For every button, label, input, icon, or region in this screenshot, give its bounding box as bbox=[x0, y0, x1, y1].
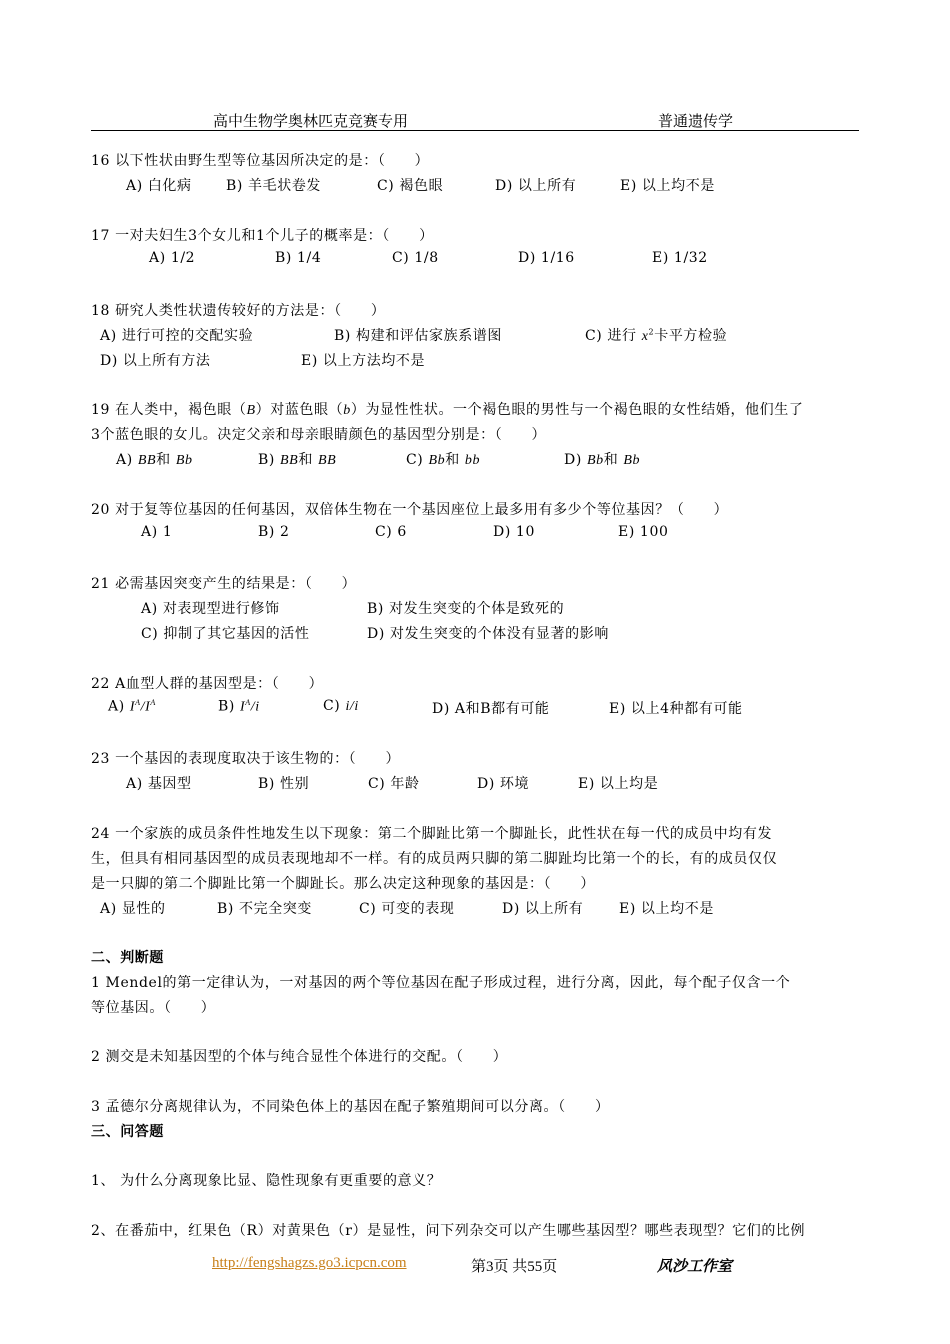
question-24-option-c: C) 可变的表现 bbox=[359, 901, 455, 917]
question-22-option-d: D) A和B都有可能 bbox=[432, 701, 550, 717]
question-20-option-c: C) 6 bbox=[375, 524, 407, 540]
question-24-option-e: E) 以上均不是 bbox=[619, 901, 714, 917]
question-23-option-c: C) 年龄 bbox=[368, 776, 420, 792]
essay-question-1: 1、 为什么分离现象比显、隐性现象有更重要的意义？ bbox=[91, 1173, 442, 1189]
question-19-stem-line1: 19 在人类中，褐色眼（B）对蓝色眼（b）为显性性状。一个褐色眼的男性与一个褐色眼的女性结婚，他们生了 bbox=[91, 402, 804, 418]
judgement-1-line2: 等位基因。（ ） bbox=[91, 1000, 216, 1016]
question-19-option-d: D) Bb和 Bb bbox=[564, 452, 641, 468]
question-18-stem: 18 研究人类性状遗传较好的方法是：（ ） bbox=[91, 303, 386, 319]
question-24-option-d: D) 以上所有 bbox=[502, 901, 584, 917]
question-22-stem: 22 A血型人群的基因型是：（ ） bbox=[91, 676, 324, 692]
question-22-option-b: B) $I^A/i$ bbox=[218, 698, 260, 715]
question-16-stem: 16 以下性状由野生型等位基因所决定的是：（ ） bbox=[91, 153, 430, 169]
question-23-stem: 23 一个基因的表现度取决于该生物的：（ ） bbox=[91, 751, 401, 767]
question-21-option-d: D) 对发生突变的个体没有显著的影响 bbox=[367, 626, 609, 642]
question-19-stem-line2: 3个蓝色眼的女儿。决定父亲和母亲眼睛颜色的基因型分别是：（ ） bbox=[91, 427, 547, 443]
question-17-option-c: C) 1/8 bbox=[392, 250, 439, 266]
question-18-option-b: B) 构建和评估家族系谱图 bbox=[334, 328, 502, 344]
section-2-title: 二、判断题 bbox=[91, 950, 164, 966]
question-18-option-a: A) 进行可控的交配实验 bbox=[100, 328, 254, 344]
question-16-option-c: C) 褐色眼 bbox=[377, 178, 444, 194]
question-17-option-e: E) 1/32 bbox=[652, 250, 708, 266]
question-23-option-b: B) 性别 bbox=[258, 776, 310, 792]
question-18-option-c: C) 进行 $x^2$卡平方检验 bbox=[585, 327, 728, 344]
footer-page-number: 第3页 共55页 bbox=[471, 1259, 558, 1275]
question-16-option-d: D) 以上所有 bbox=[495, 178, 577, 194]
header-subject: 普通遗传学 bbox=[658, 112, 734, 130]
section-3-title: 三、问答题 bbox=[91, 1124, 164, 1140]
question-19-option-a: A) BB和 Bb bbox=[116, 452, 193, 468]
question-23-option-d: D) 环境 bbox=[477, 776, 530, 792]
question-18-option-d: D) 以上所有方法 bbox=[100, 353, 211, 369]
question-19-option-b: B) BB和 BB bbox=[258, 452, 337, 468]
question-24-stem-line2: 生，但具有相同基因型的成员表现地却不一样。有的成员两只脚的第二脚趾均比第一个的长，有的成员仅仅 bbox=[91, 851, 778, 867]
question-16-option-a: A) 白化病 bbox=[126, 178, 192, 194]
question-20-option-e: E) 100 bbox=[618, 524, 669, 540]
header-title: 高中生物学奥林匹克竞赛专用 bbox=[213, 112, 409, 130]
essay-question-2: 2、在番茄中，红果色（R）对黄果色（r）是显性，问下列杂交可以产生哪些基因型？哪些表现型？它们的比例 bbox=[91, 1223, 806, 1239]
question-17-stem: 17 一对夫妇生3个女儿和1个儿子的概率是：（ ） bbox=[91, 228, 434, 244]
question-16-option-e: E) 以上均不是 bbox=[620, 178, 715, 194]
question-18-option-e: E) 以上方法均不是 bbox=[301, 353, 426, 369]
question-20-option-a: A) 1 bbox=[141, 524, 173, 540]
question-24-stem-line1: 24 一个家族的成员条件性地发生以下现象：第二个脚趾比第一个脚趾长，此性状在每一代的成员中均有发 bbox=[91, 826, 773, 842]
question-22-option-c: C) i/i bbox=[323, 698, 359, 714]
question-20-option-d: D) 10 bbox=[493, 524, 535, 540]
footer-studio-name: 风沙工作室 bbox=[657, 1257, 733, 1275]
question-23-option-e: E) 以上均是 bbox=[578, 776, 659, 792]
question-20-option-b: B) 2 bbox=[258, 524, 290, 540]
question-20-stem: 20 对于复等位基因的任何基因，双倍体生物在一个基因座位上最多用有多少个等位基因？（ ） bbox=[91, 502, 729, 518]
question-21-stem: 21 必需基因突变产生的结果是：（ ） bbox=[91, 576, 357, 592]
question-24-option-b: B) 不完全突变 bbox=[217, 901, 312, 917]
question-16-option-b: B) 羊毛状卷发 bbox=[226, 178, 321, 194]
footer-website-link[interactable]: http://fengshagzs.go3.icpcn.com bbox=[212, 1255, 407, 1271]
question-19-option-c: C) Bb和 bb bbox=[406, 452, 481, 468]
judgement-1-line1: 1 Mendel的第一定律认为，一对基因的两个等位基因在配子形成过程，进行分离，因此，每个配子仅含一个 bbox=[91, 975, 791, 991]
question-24-stem-line3: 是一只脚的第二个脚趾比第一个脚趾长。那么决定这种现象的基因是：（ ） bbox=[91, 876, 595, 892]
header-rule bbox=[91, 130, 859, 131]
question-22-option-e: E) 以上4种都有可能 bbox=[609, 701, 743, 717]
question-17-option-a: A) 1/2 bbox=[149, 250, 196, 266]
question-21-option-a: A) 对表现型进行修饰 bbox=[141, 601, 280, 617]
question-22-option-a: A) $I^A/I^A$ bbox=[108, 698, 156, 715]
question-21-option-c: C) 抑制了其它基因的活性 bbox=[141, 626, 310, 642]
judgement-2: 2 测交是未知基因型的个体与纯合显性个体进行的交配。（ ） bbox=[91, 1049, 508, 1065]
question-24-option-a: A) 显性的 bbox=[100, 901, 166, 917]
question-23-option-a: A) 基因型 bbox=[126, 776, 192, 792]
judgement-3: 3 孟德尔分离规律认为，不同染色体上的基因在配子繁殖期间可以分离。（ ） bbox=[91, 1099, 610, 1115]
question-21-option-b: B) 对发生突变的个体是致死的 bbox=[367, 601, 565, 617]
question-17-option-b: B) 1/4 bbox=[275, 250, 322, 266]
question-17-option-d: D) 1/16 bbox=[518, 250, 575, 266]
